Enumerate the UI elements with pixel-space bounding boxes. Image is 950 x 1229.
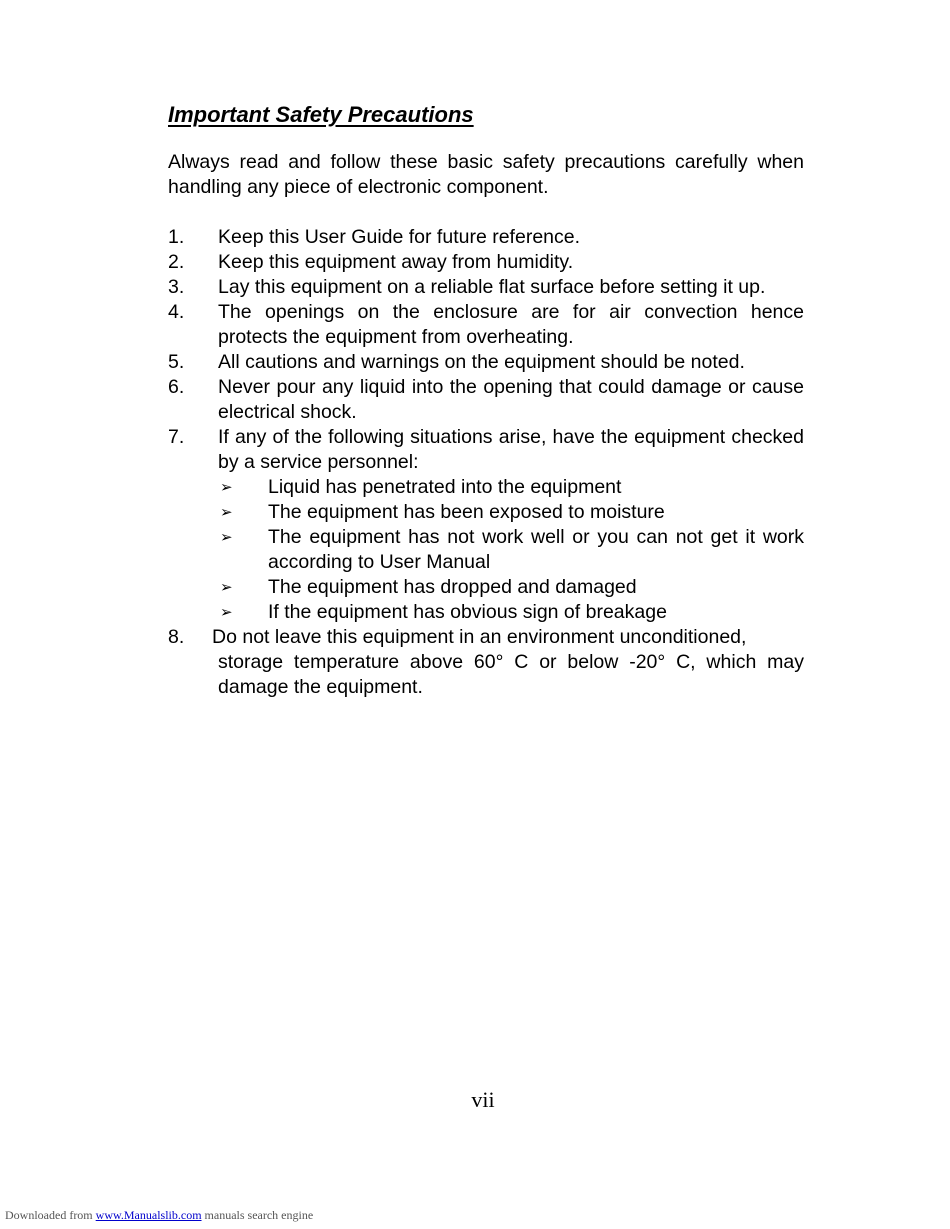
item-text: If any of the following situations arise, have the equipment checked by a service personnel: [218, 426, 804, 473]
list-item [168, 300, 804, 350]
item-text-line2: storage temperature above 60° C or below -20° C, which may damage the equipment. [218, 651, 804, 698]
arrow-bullet-icon: ➢ [220, 478, 233, 496]
item-text: Never pour any liquid into the opening that could damage or cause electrical shock. [218, 376, 804, 423]
precautions-list [168, 225, 804, 475]
item-text: The openings on the enclosure are for air convection hence protects the equipment from overheating. [218, 301, 804, 348]
sub-item-text: Liquid has penetrated into the equipment [268, 476, 622, 498]
manualslib-link[interactable]: www.Manualslib.com [95, 1208, 202, 1222]
list-item [168, 625, 804, 700]
sub-list-item [218, 475, 804, 500]
item-text: Keep this User Guide for future reference. [218, 226, 581, 248]
arrow-bullet-icon: ➢ [220, 603, 233, 621]
item-number: 8. [168, 626, 185, 648]
precautions-list-continued [168, 625, 804, 700]
item-number: 2. [168, 251, 185, 273]
item-number: 1. [168, 226, 185, 248]
sub-list-item [218, 525, 804, 575]
item-number: 3. [168, 276, 185, 298]
sub-list-item [218, 500, 804, 525]
arrow-bullet-icon: ➢ [220, 503, 233, 521]
page-title: Important Safety Precautions [168, 102, 474, 127]
page-number: vii [471, 1087, 495, 1112]
list-item [168, 350, 804, 375]
sub-item-text: If the equipment has obvious sign of breakage [268, 601, 667, 623]
page-content [168, 99, 804, 700]
item-text: All cautions and warnings on the equipment should be noted. [218, 351, 745, 373]
item-number: 6. [168, 376, 185, 398]
item-number: 4. [168, 301, 185, 323]
situations-sublist [218, 475, 804, 625]
download-footer [5, 1208, 313, 1223]
sub-list-item [218, 600, 804, 625]
item-number: 7. [168, 426, 185, 448]
list-item [168, 425, 804, 475]
sub-item-text: The equipment has dropped and damaged [268, 576, 637, 598]
sub-item-text: The equipment has not work well or you can not get it work according to User Manual [268, 526, 804, 573]
item-text-line1: Do not leave this equipment in an environment unconditioned, [212, 626, 747, 648]
list-item [168, 250, 804, 275]
arrow-bullet-icon: ➢ [220, 528, 233, 546]
item-text: Keep this equipment away from humidity. [218, 251, 574, 273]
arrow-bullet-icon: ➢ [220, 578, 233, 596]
sub-list-item [218, 575, 804, 600]
list-item [168, 375, 804, 425]
sub-item-text: The equipment has been exposed to moisture [268, 501, 665, 523]
item-text: Lay this equipment on a reliable flat surface before setting it up. [218, 276, 766, 298]
footer-suffix: manuals search engine [201, 1208, 314, 1222]
list-item [168, 275, 804, 300]
item-number: 5. [168, 351, 185, 373]
intro-paragraph: Always read and follow these basic safety precautions carefully when handling any piece of electronic component. [168, 151, 804, 198]
item-text [212, 625, 804, 700]
footer-prefix: Downloaded from [5, 1208, 96, 1222]
list-item [168, 225, 804, 250]
